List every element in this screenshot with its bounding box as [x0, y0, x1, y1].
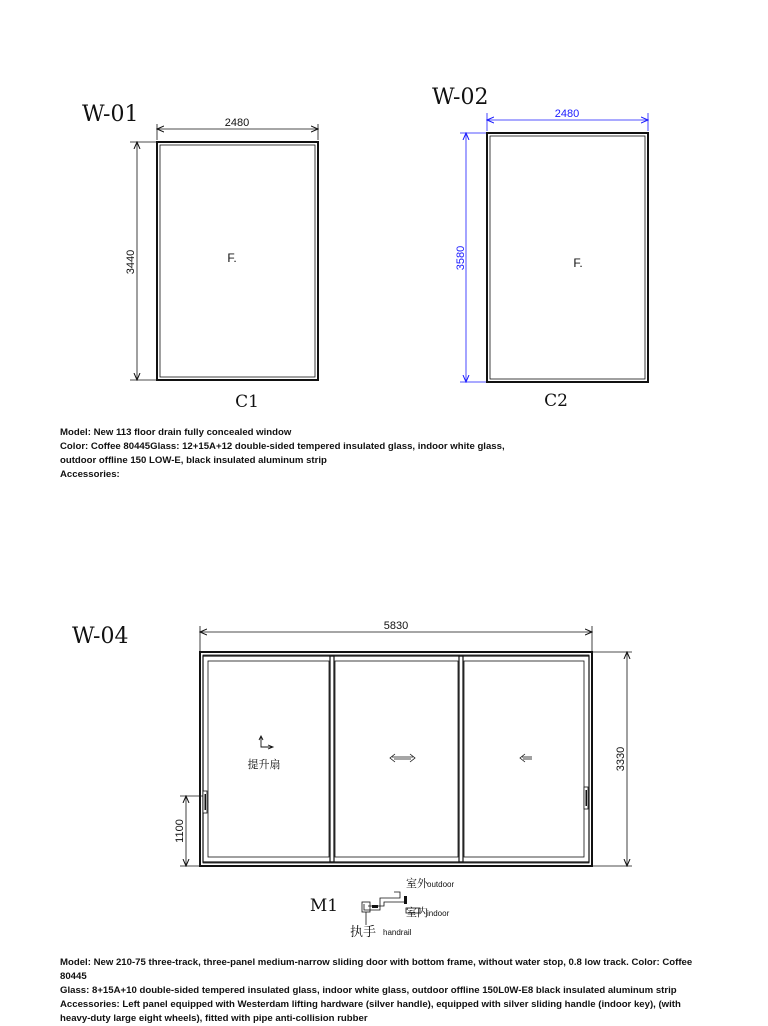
w02-outer-frame: [487, 133, 648, 382]
w02-code: C2: [544, 391, 568, 411]
w01-specification-notes: [60, 426, 708, 482]
w04-right-left-arrow: [520, 754, 532, 762]
w01-height-label: 3440: [125, 249, 137, 275]
w02-width-dimension: [487, 108, 648, 131]
w04-height-label: 3330: [615, 746, 627, 772]
w04-right-handle: [584, 787, 588, 809]
w04-specification-notes: [60, 956, 708, 1026]
w04-handle-height-label: 1100: [174, 819, 186, 843]
w04-height-dimension: [592, 652, 632, 866]
legend-indoor-en: indoor: [427, 909, 450, 918]
legend-outdoor-en: outdoor: [427, 880, 455, 889]
w04-title: W-04: [72, 624, 129, 649]
w04-middle-double-arrow: [390, 754, 415, 762]
w01-code: C1: [235, 392, 259, 412]
w02-width-label: 2480: [554, 108, 580, 120]
w01-outer-frame: [157, 142, 318, 380]
w04-width-label: 5830: [383, 620, 409, 632]
w04-lift-panel-label: 提升扇: [247, 758, 281, 771]
w02-height-dimension: [455, 133, 487, 382]
w02-glass-pane: [490, 136, 645, 379]
w01-note-color-glass: Color: Coffee 80445Glass: 12+15A+12 double-sided tempered insulated glass, indoor white glass,: [60, 441, 505, 452]
w04-note-accessories: Accessories: Left panel equipped with Westerdam lifting hardware (silver handle), equipped with silver sliding handle (indoor key), (with: [60, 999, 681, 1010]
w01-elevation: [82, 102, 318, 412]
w01-height-dimension: [125, 142, 157, 380]
w01-width-dimension: [157, 117, 318, 140]
w02-fixed-panel-label: F.: [573, 256, 583, 270]
w01-glass-pane: [160, 145, 315, 377]
w01-fixed-panel-label: F.: [227, 251, 237, 265]
legend-handrail-en: handrail: [383, 928, 412, 937]
w02-height-label: 3580: [455, 245, 467, 271]
w04-left-handle: [203, 791, 207, 813]
w04-elevation: [72, 620, 632, 940]
w01-note-model: Model: New 113 floor drain fully concealed window: [60, 427, 292, 438]
w04-note-color-cont: 80445: [60, 971, 87, 982]
w04-note-accessories-cont: heavy-duty large eight wheels), fitted with pipe anti-collision rubber: [60, 1013, 368, 1024]
w04-note-glass: Glass: 8+15A+10 double-sided tempered insulated glass, indoor white glass, outdoor offline 150L0W-E8 black insulated aluminum strip: [60, 985, 677, 996]
w02-title: W-02: [432, 85, 489, 110]
w04-handle-height-dimension: [174, 796, 203, 866]
legend-indoor-cn: 室内: [406, 906, 428, 919]
w01-note-accessories: Accessories:: [60, 469, 120, 480]
w04-note-model: Model: New 210-75 three-track, three-panel medium-narrow sliding door with bottom frame, without water stop, 0.8 low track. Color: Coffee: [60, 957, 693, 968]
legend-handrail-cn: 执手: [350, 925, 377, 940]
w04-width-dimension: [200, 620, 592, 651]
w01-title: W-01: [82, 102, 139, 127]
w04-code: M1: [309, 896, 339, 916]
w02-elevation: [432, 85, 648, 411]
legend-outdoor-cn: 室外: [406, 877, 428, 890]
w04-lift-direction-symbol: [259, 736, 273, 749]
w01-note-glass-cont: outdoor offline 150 LOW-E, black insulated aluminum strip: [60, 455, 327, 466]
w01-width-label: 2480: [224, 117, 250, 129]
